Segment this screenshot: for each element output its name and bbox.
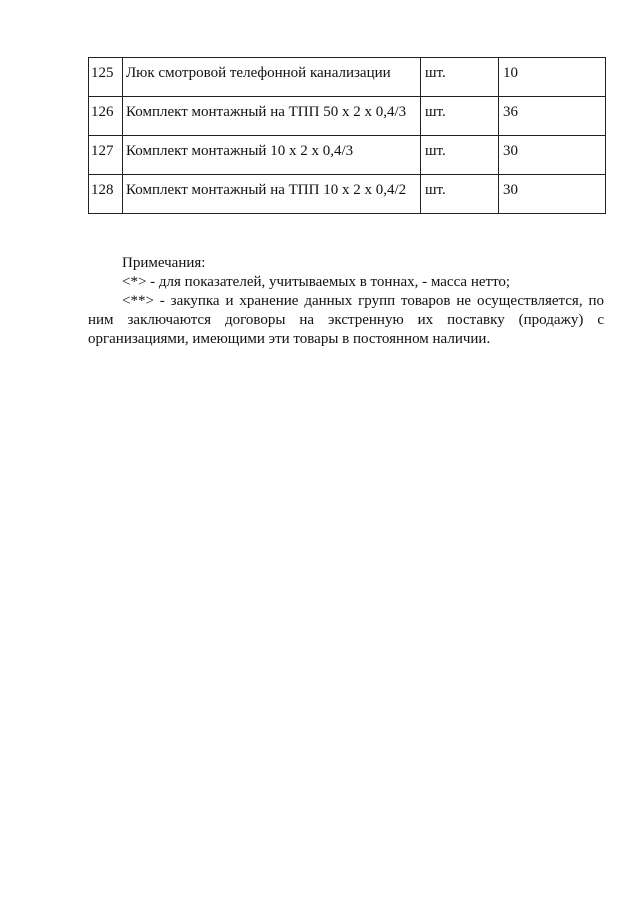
notes-section bbox=[88, 254, 604, 349]
item-quantity: 30 bbox=[499, 175, 606, 214]
table-row bbox=[89, 58, 606, 97]
item-name: Люк смотровой телефонной канализации bbox=[123, 58, 421, 97]
item-name: Комплект монтажный на ТПП 10 x 2 x 0,4/2 bbox=[123, 175, 421, 214]
notes-heading: Примечания: bbox=[122, 255, 206, 271]
item-quantity: 36 bbox=[499, 97, 606, 136]
row-number: 128 bbox=[89, 175, 123, 214]
item-name: Комплект монтажный на ТПП 50 x 2 x 0,4/3 bbox=[123, 97, 421, 136]
table-row bbox=[89, 136, 606, 175]
note-double-asterisk: <**> - закупка и хранение данных групп товаров не осуществляется, по ним заключаются договоры на экстренную их поставку (продажу) с организациями, имеющими эти товары в постоянном наличии. bbox=[88, 293, 604, 347]
item-quantity: 30 bbox=[499, 136, 606, 175]
row-number: 126 bbox=[89, 97, 123, 136]
row-number: 127 bbox=[89, 136, 123, 175]
table-row bbox=[89, 175, 606, 214]
row-number: 125 bbox=[89, 58, 123, 97]
item-quantity: 10 bbox=[499, 58, 606, 97]
item-name: Комплект монтажный 10 x 2 x 0,4/3 bbox=[123, 136, 421, 175]
note-single-asterisk: <*> - для показателей, учитываемых в тоннах, - масса нетто; bbox=[122, 274, 511, 290]
item-unit: шт. bbox=[421, 97, 499, 136]
item-unit: шт. bbox=[421, 136, 499, 175]
item-unit: шт. bbox=[421, 58, 499, 97]
table-row bbox=[89, 97, 606, 136]
item-unit: шт. bbox=[421, 175, 499, 214]
items-table bbox=[88, 57, 606, 214]
